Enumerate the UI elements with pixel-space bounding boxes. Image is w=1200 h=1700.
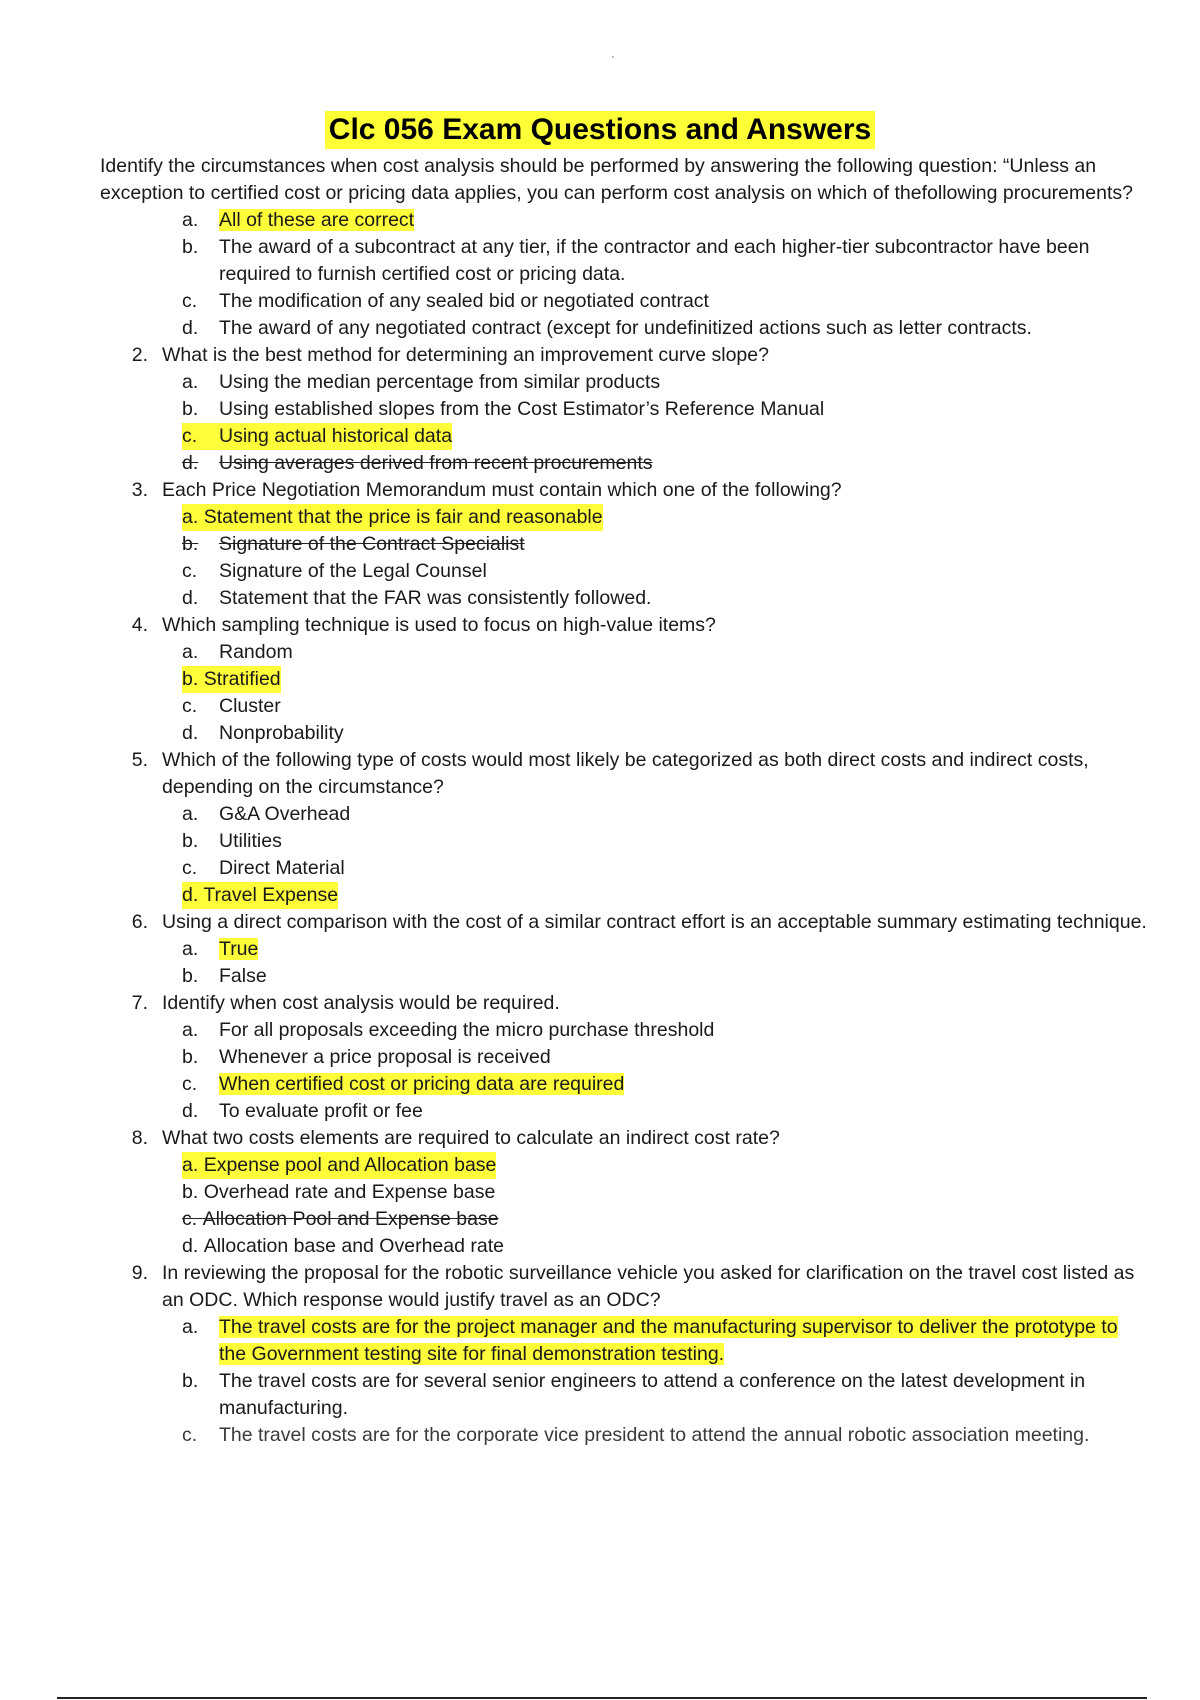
title-wrap — [0, 111, 1200, 149]
option-letter: c. — [182, 1073, 198, 1095]
option — [182, 1422, 1150, 1449]
question-options — [182, 1017, 1150, 1125]
option — [182, 504, 1150, 531]
option-text: Overhead rate and Expense base — [203, 1181, 496, 1203]
option-text: G&A Overhead — [219, 803, 351, 825]
option-text: All of these are correct — [219, 209, 415, 231]
option-text: Nonprobability — [219, 722, 344, 744]
page-title: Clc 056 Exam Questions and Answers — [325, 111, 875, 149]
question-number: 5. — [131, 749, 148, 771]
question-options — [182, 1314, 1150, 1449]
option-letter: b. — [182, 1046, 199, 1068]
option — [182, 720, 1150, 747]
option-letter: d. — [182, 884, 199, 906]
question-text: In reviewing the proposal for the robotic surveillance vehicle you asked for clarification on the travel cost listed as an ODC. Which response would justify travel as an ODC? — [162, 1262, 1135, 1311]
option-text: False — [219, 965, 267, 987]
option-letter: b. — [182, 236, 199, 258]
option-letter: c. — [182, 1208, 198, 1230]
option-letter: b. — [182, 668, 199, 690]
question — [100, 477, 1150, 504]
option — [182, 1098, 1150, 1125]
question — [100, 1260, 1150, 1314]
option-letter: b. — [182, 1370, 199, 1392]
intro-question: Identify the circumstances when cost analysis should be performed by answering the following question: “Unless an exception to certified cost or pricing data applies, you can perform cost analysis on which of thefollowing procurements? — [100, 155, 1133, 204]
question-number: 3. — [131, 479, 148, 501]
question — [100, 909, 1150, 936]
option-letter: c. — [182, 290, 198, 312]
option-letter: a. — [182, 1316, 199, 1338]
option — [182, 639, 1150, 666]
option-letter: a. — [182, 506, 199, 528]
option-letter: d. — [182, 1235, 199, 1257]
option — [182, 1368, 1150, 1422]
option-text: When certified cost or pricing data are required — [219, 1073, 625, 1095]
question-options — [182, 369, 1150, 477]
option — [182, 207, 1150, 234]
question-number: 4. — [131, 614, 148, 636]
option-text: Signature of the Contract Specialist — [219, 533, 525, 555]
option-text: Expense pool and Allocation base — [203, 1154, 497, 1176]
question-options — [182, 504, 1150, 612]
option — [182, 1152, 1150, 1179]
option — [182, 1206, 1150, 1233]
option-letter: d. — [182, 587, 199, 609]
option — [182, 1071, 1150, 1098]
option-text: The award of a subcontract at any tier, if the contractor and each higher-tier subcontractor have been required to furnish certified cost or pricing data. — [219, 236, 1090, 285]
option-text: The travel costs are for the corporate vice president to attend the annual robotic association meeting. — [219, 1424, 1090, 1446]
option-letter: c. — [182, 425, 198, 447]
option — [182, 531, 1150, 558]
option-letter: a. — [182, 1154, 199, 1176]
option-letter: d. — [182, 317, 199, 339]
option-text: To evaluate profit or fee — [219, 1100, 423, 1122]
option-text: The award of any negotiated contract (except for undefinitized actions such as letter contracts. — [219, 317, 1032, 339]
option-letter: a. — [182, 641, 199, 663]
option-text: Utilities — [219, 830, 282, 852]
option-text: Statement that the FAR was consistently followed. — [219, 587, 652, 609]
option-letter: a. — [182, 803, 199, 825]
question-text: What is the best method for determining an improvement curve slope? — [162, 344, 769, 366]
option — [182, 693, 1150, 720]
option-text: Cluster — [219, 695, 281, 717]
option — [182, 369, 1150, 396]
option — [182, 558, 1150, 585]
question-options — [182, 936, 1150, 990]
option — [182, 234, 1150, 288]
option-letter: a. — [182, 938, 199, 960]
option-text: Direct Material — [219, 857, 345, 879]
option-text: Random — [219, 641, 293, 663]
option-letter: a. — [182, 371, 199, 393]
option-text: The travel costs are for the project manager and the manufacturing supervisor to deliver the prototype to the Government testing site for final demonstration testing. — [219, 1316, 1118, 1365]
question-options — [182, 639, 1150, 747]
option-text: Travel Expense — [203, 884, 339, 906]
option-letter: d. — [182, 452, 199, 474]
option — [182, 396, 1150, 423]
option-letter: b. — [182, 830, 199, 852]
option — [182, 828, 1150, 855]
option-letter: c. — [182, 1424, 198, 1446]
option — [182, 450, 1150, 477]
question — [100, 747, 1150, 801]
question-number: 6. — [131, 911, 148, 933]
question-options — [182, 801, 1150, 909]
option-text: Using actual historical data — [219, 425, 453, 447]
option-text: Allocation base and Overhead rate — [203, 1235, 504, 1257]
option — [182, 666, 1150, 693]
option — [182, 315, 1150, 342]
option-text: Signature of the Legal Counsel — [219, 560, 487, 582]
option-letter: a. — [182, 1019, 199, 1041]
intro-options — [182, 207, 1150, 342]
question-text: Identify when cost analysis would be required. — [162, 992, 560, 1014]
option-text: Using the median percentage from similar products — [219, 371, 661, 393]
question-text: Using a direct comparison with the cost of a similar contract effort is an acceptable summary estimating technique. — [162, 911, 1147, 933]
question-number: 7. — [131, 992, 148, 1014]
option-letter: d. — [182, 722, 199, 744]
option-text: Stratified — [203, 668, 281, 690]
option-text: Using averages derived from recent procurements — [219, 452, 653, 474]
option-text: Statement that the price is fair and reasonable — [203, 506, 603, 528]
option — [182, 1233, 1150, 1260]
option-text: For all proposals exceeding the micro purchase threshold — [219, 1019, 715, 1041]
option-letter: b. — [182, 965, 199, 987]
option — [182, 1179, 1150, 1206]
option — [182, 882, 1150, 909]
option-letter: d. — [182, 1100, 199, 1122]
question — [100, 612, 1150, 639]
option-text: The modification of any sealed bid or negotiated contract — [219, 290, 709, 312]
question — [100, 342, 1150, 369]
bottom-rule — [57, 1697, 1147, 1699]
question — [100, 990, 1150, 1017]
option — [182, 1017, 1150, 1044]
option-letter: a. — [182, 209, 199, 231]
question-number: 2. — [131, 344, 148, 366]
question-text: Which of the following type of costs would most likely be categorized as both direct costs and indirect costs, depending on the circumstance? — [162, 749, 1089, 798]
option-letter: c. — [182, 560, 198, 582]
document-body — [100, 153, 1150, 1449]
option-text: Allocation Pool and Expense base — [202, 1208, 499, 1230]
question-text: Each Price Negotiation Memorandum must contain which one of the following? — [162, 479, 842, 501]
option-letter: b. — [182, 1181, 199, 1203]
option-letter: b. — [182, 398, 199, 420]
question-text: Which sampling technique is used to focus on high-value items? — [162, 614, 716, 636]
question-number: 9. — [131, 1262, 148, 1284]
option — [182, 288, 1150, 315]
option — [182, 855, 1150, 882]
question-text: What two costs elements are required to calculate an indirect cost rate? — [162, 1127, 780, 1149]
option-text: Whenever a price proposal is received — [219, 1046, 551, 1068]
question-options — [182, 1152, 1150, 1260]
scan-speck — [612, 56, 614, 58]
option-text: True — [219, 938, 259, 960]
question-number: 8. — [131, 1127, 148, 1149]
option — [182, 423, 1150, 450]
option — [182, 1314, 1150, 1368]
option — [182, 936, 1150, 963]
option — [182, 801, 1150, 828]
option — [182, 1044, 1150, 1071]
option — [182, 585, 1150, 612]
option-text: The travel costs are for several senior engineers to attend a conference on the latest development in manufacturing. — [219, 1370, 1086, 1419]
option-letter: c. — [182, 857, 198, 879]
option-letter: c. — [182, 695, 198, 717]
option-text: Using established slopes from the Cost Estimator’s Reference Manual — [219, 398, 825, 420]
option — [182, 963, 1150, 990]
option-letter: b. — [182, 533, 199, 555]
question — [100, 1125, 1150, 1152]
